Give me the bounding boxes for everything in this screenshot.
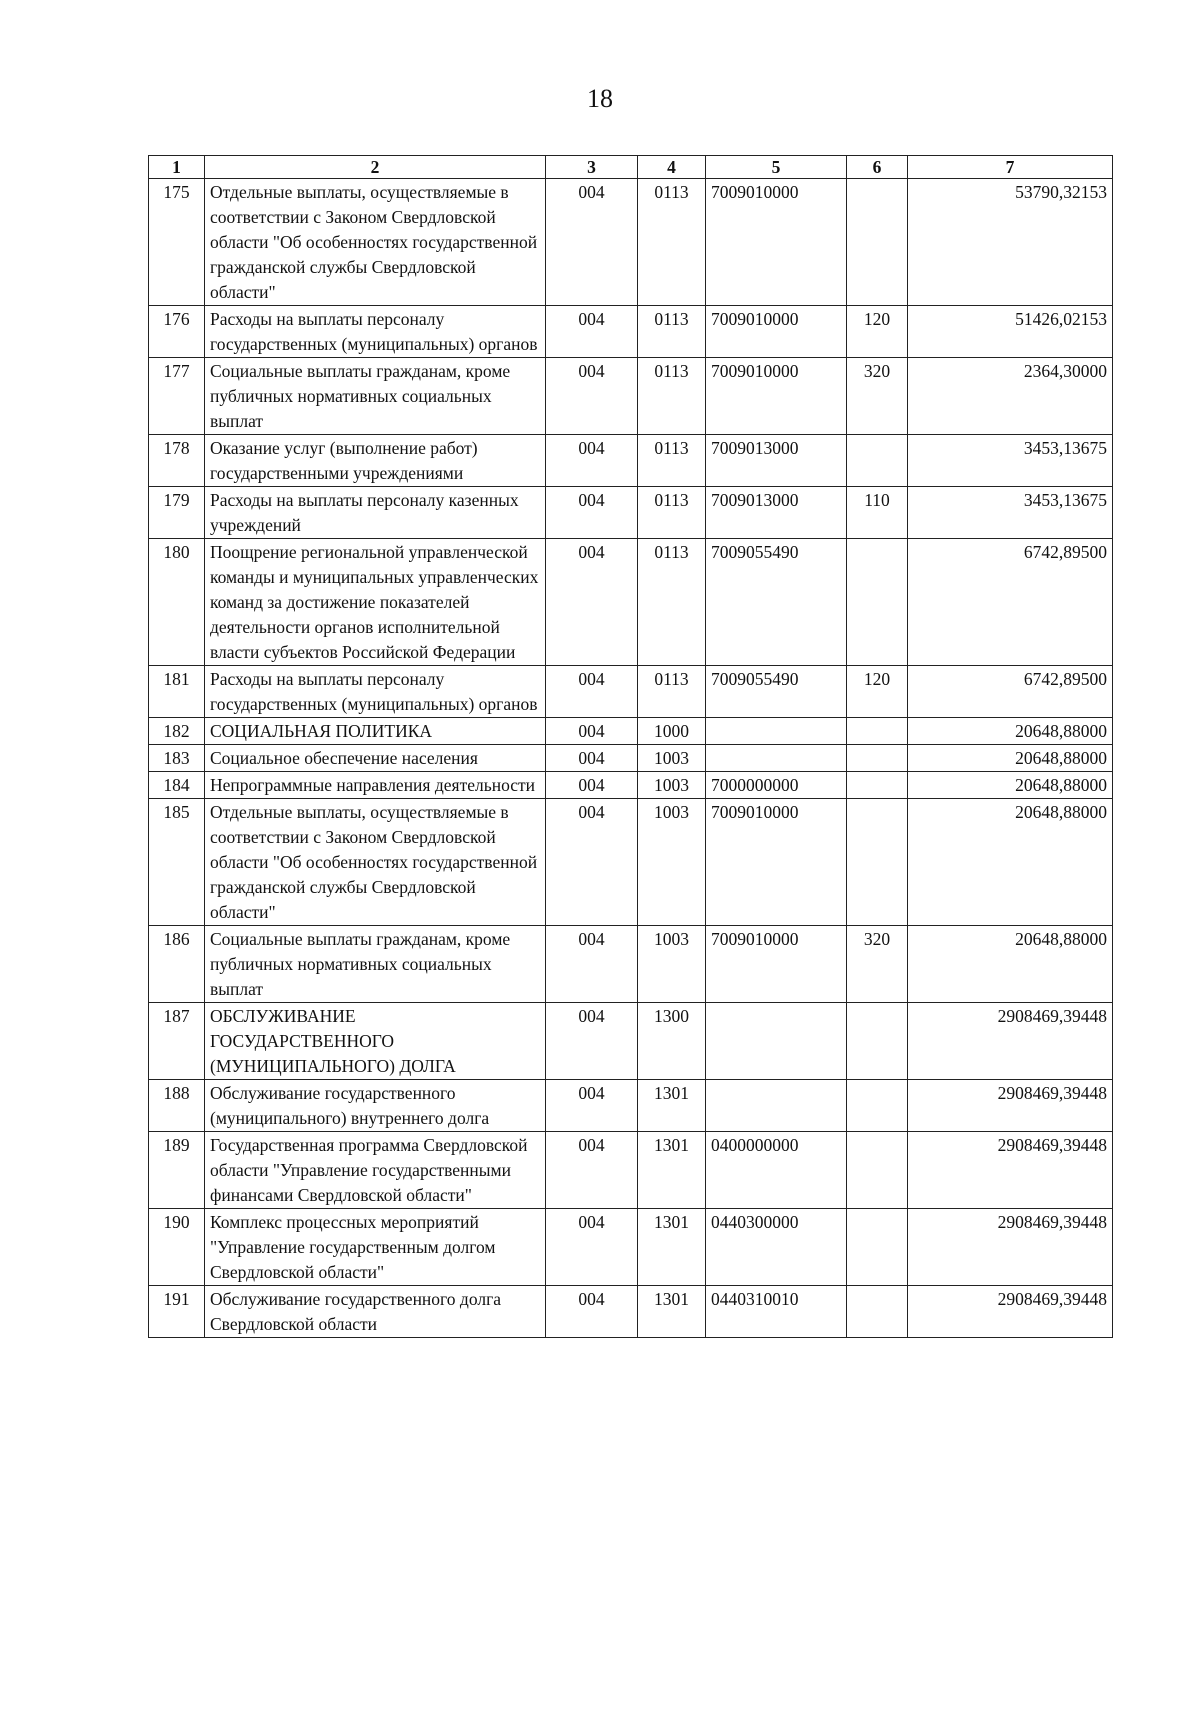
table-row — [149, 1132, 1113, 1209]
row-section-code: 1003 — [638, 926, 706, 1003]
row-target-code: 7009010000 — [706, 306, 847, 358]
row-col3: 004 — [546, 1286, 638, 1338]
column-header-7: 7 — [908, 156, 1113, 179]
row-target-code: 7009055490 — [706, 539, 847, 666]
row-section-code: 1301 — [638, 1080, 706, 1132]
row-section-code: 1301 — [638, 1132, 706, 1209]
row-target-code: 7009010000 — [706, 179, 847, 306]
table-row — [149, 435, 1113, 487]
row-target-code — [706, 1080, 847, 1132]
row-target-code: 7009010000 — [706, 358, 847, 435]
row-amount: 2908469,39448 — [908, 1209, 1113, 1286]
row-section-code: 1003 — [638, 772, 706, 799]
row-expense-type — [847, 435, 908, 487]
row-number: 181 — [149, 666, 205, 718]
row-amount: 3453,13675 — [908, 435, 1113, 487]
row-amount: 20648,88000 — [908, 772, 1113, 799]
row-number: 180 — [149, 539, 205, 666]
row-target-code: 7009010000 — [706, 799, 847, 926]
row-section-code: 1300 — [638, 1003, 706, 1080]
row-expense-type — [847, 718, 908, 745]
row-target-code: 7009013000 — [706, 487, 847, 539]
column-header-1: 1 — [149, 156, 205, 179]
table-row — [149, 772, 1113, 799]
row-target-code: 0400000000 — [706, 1132, 847, 1209]
row-name: Поощрение региональной управленческой команды и муниципальных управленческих команд за достижение показателей деятельности органов исполнительной власти субъектов Российской Федерации — [205, 539, 546, 666]
row-expense-type — [847, 1209, 908, 1286]
row-number: 177 — [149, 358, 205, 435]
row-amount: 2908469,39448 — [908, 1003, 1113, 1080]
row-target-code: 7009013000 — [706, 435, 847, 487]
row-number: 185 — [149, 799, 205, 926]
row-section-code: 1003 — [638, 745, 706, 772]
row-col3: 004 — [546, 666, 638, 718]
row-number: 175 — [149, 179, 205, 306]
row-col3: 004 — [546, 772, 638, 799]
table-row — [149, 539, 1113, 666]
budget-table — [148, 155, 1113, 1338]
table-row — [149, 666, 1113, 718]
row-target-code: 0440310010 — [706, 1286, 847, 1338]
row-target-code: 7009055490 — [706, 666, 847, 718]
row-name: Отдельные выплаты, осуществляемые в соответствии с Законом Свердловской области "Об особенностях государственной гражданской службы Свердловской области" — [205, 179, 546, 306]
row-col3: 004 — [546, 799, 638, 926]
row-name: Социальные выплаты гражданам, кроме публичных нормативных социальных выплат — [205, 926, 546, 1003]
table-row — [149, 1080, 1113, 1132]
page-number: 18 — [587, 84, 613, 113]
row-expense-type: 120 — [847, 666, 908, 718]
row-target-code: 0440300000 — [706, 1209, 847, 1286]
row-amount: 6742,89500 — [908, 666, 1113, 718]
row-col3: 004 — [546, 539, 638, 666]
table-row — [149, 1209, 1113, 1286]
row-expense-type — [847, 799, 908, 926]
row-section-code: 0113 — [638, 358, 706, 435]
row-col3: 004 — [546, 435, 638, 487]
row-expense-type: 320 — [847, 926, 908, 1003]
row-target-code — [706, 1003, 847, 1080]
row-col3: 004 — [546, 718, 638, 745]
row-col3: 004 — [546, 1209, 638, 1286]
row-number: 191 — [149, 1286, 205, 1338]
row-expense-type — [847, 179, 908, 306]
row-section-code: 0113 — [638, 487, 706, 539]
row-amount: 6742,89500 — [908, 539, 1113, 666]
table-row — [149, 718, 1113, 745]
row-section-code: 1000 — [638, 718, 706, 745]
row-number: 182 — [149, 718, 205, 745]
row-expense-type — [847, 1080, 908, 1132]
row-number: 176 — [149, 306, 205, 358]
row-number: 189 — [149, 1132, 205, 1209]
row-amount: 53790,32153 — [908, 179, 1113, 306]
row-expense-type — [847, 539, 908, 666]
row-section-code: 0113 — [638, 435, 706, 487]
row-number: 183 — [149, 745, 205, 772]
table-row — [149, 1286, 1113, 1338]
table-row — [149, 926, 1113, 1003]
row-section-code: 0113 — [638, 666, 706, 718]
row-number: 187 — [149, 1003, 205, 1080]
row-name: Обслуживание государственного (муниципального) внутреннего долга — [205, 1080, 546, 1132]
table-row — [149, 745, 1113, 772]
column-header-6: 6 — [847, 156, 908, 179]
row-name: ОБСЛУЖИВАНИЕ ГОСУДАРСТВЕННОГО (МУНИЦИПАЛЬНОГО) ДОЛГА — [205, 1003, 546, 1080]
row-col3: 004 — [546, 306, 638, 358]
row-section-code: 0113 — [638, 179, 706, 306]
table-row — [149, 179, 1113, 306]
row-name: Обслуживание государственного долга Свердловской области — [205, 1286, 546, 1338]
row-amount: 2364,30000 — [908, 358, 1113, 435]
row-col3: 004 — [546, 1080, 638, 1132]
column-header-5: 5 — [706, 156, 847, 179]
row-section-code: 0113 — [638, 306, 706, 358]
row-number: 188 — [149, 1080, 205, 1132]
row-number: 184 — [149, 772, 205, 799]
column-header-4: 4 — [638, 156, 706, 179]
row-col3: 004 — [546, 358, 638, 435]
column-header-2: 2 — [205, 156, 546, 179]
row-name: Расходы на выплаты персоналу государственных (муниципальных) органов — [205, 666, 546, 718]
row-amount: 2908469,39448 — [908, 1080, 1113, 1132]
row-number: 186 — [149, 926, 205, 1003]
row-name: Комплекс процессных мероприятий "Управление государственным долгом Свердловской области" — [205, 1209, 546, 1286]
row-expense-type: 110 — [847, 487, 908, 539]
row-expense-type — [847, 745, 908, 772]
row-col3: 004 — [546, 926, 638, 1003]
row-section-code: 1003 — [638, 799, 706, 926]
row-number: 178 — [149, 435, 205, 487]
table-row — [149, 306, 1113, 358]
row-name: Социальные выплаты гражданам, кроме публичных нормативных социальных выплат — [205, 358, 546, 435]
row-amount: 20648,88000 — [908, 718, 1113, 745]
table-body — [149, 179, 1113, 1338]
table-row — [149, 358, 1113, 435]
row-name: Расходы на выплаты персоналу казенных учреждений — [205, 487, 546, 539]
row-expense-type — [847, 772, 908, 799]
column-header-3: 3 — [546, 156, 638, 179]
row-amount: 20648,88000 — [908, 745, 1113, 772]
row-section-code: 1301 — [638, 1209, 706, 1286]
row-expense-type — [847, 1132, 908, 1209]
row-name: Расходы на выплаты персоналу государственных (муниципальных) органов — [205, 306, 546, 358]
header-row — [149, 156, 1113, 179]
row-target-code: 7009010000 — [706, 926, 847, 1003]
row-col3: 004 — [546, 487, 638, 539]
table-row — [149, 487, 1113, 539]
row-name: Государственная программа Свердловской области "Управление государственными финансами Свердловской области" — [205, 1132, 546, 1209]
row-target-code — [706, 718, 847, 745]
table-row — [149, 799, 1113, 926]
row-col3: 004 — [546, 745, 638, 772]
row-name: СОЦИАЛЬНАЯ ПОЛИТИКА — [205, 718, 546, 745]
row-expense-type: 320 — [847, 358, 908, 435]
row-expense-type — [847, 1003, 908, 1080]
row-number: 179 — [149, 487, 205, 539]
table-row — [149, 1003, 1113, 1080]
row-name: Оказание услуг (выполнение работ) государственными учреждениями — [205, 435, 546, 487]
row-target-code: 7000000000 — [706, 772, 847, 799]
row-col3: 004 — [546, 1132, 638, 1209]
row-amount: 51426,02153 — [908, 306, 1113, 358]
row-amount: 20648,88000 — [908, 799, 1113, 926]
row-section-code: 0113 — [638, 539, 706, 666]
row-name: Социальное обеспечение населения — [205, 745, 546, 772]
row-section-code: 1301 — [638, 1286, 706, 1338]
row-amount: 3453,13675 — [908, 487, 1113, 539]
row-amount: 20648,88000 — [908, 926, 1113, 1003]
row-name: Отдельные выплаты, осуществляемые в соответствии с Законом Свердловской области "Об особенностях государственной гражданской службы Свердловской области" — [205, 799, 546, 926]
row-expense-type — [847, 1286, 908, 1338]
row-name: Непрограммные направления деятельности — [205, 772, 546, 799]
row-amount: 2908469,39448 — [908, 1132, 1113, 1209]
row-amount: 2908469,39448 — [908, 1286, 1113, 1338]
row-col3: 004 — [546, 1003, 638, 1080]
row-expense-type: 120 — [847, 306, 908, 358]
row-col3: 004 — [546, 179, 638, 306]
table-header — [149, 156, 1113, 179]
row-target-code — [706, 745, 847, 772]
row-number: 190 — [149, 1209, 205, 1286]
